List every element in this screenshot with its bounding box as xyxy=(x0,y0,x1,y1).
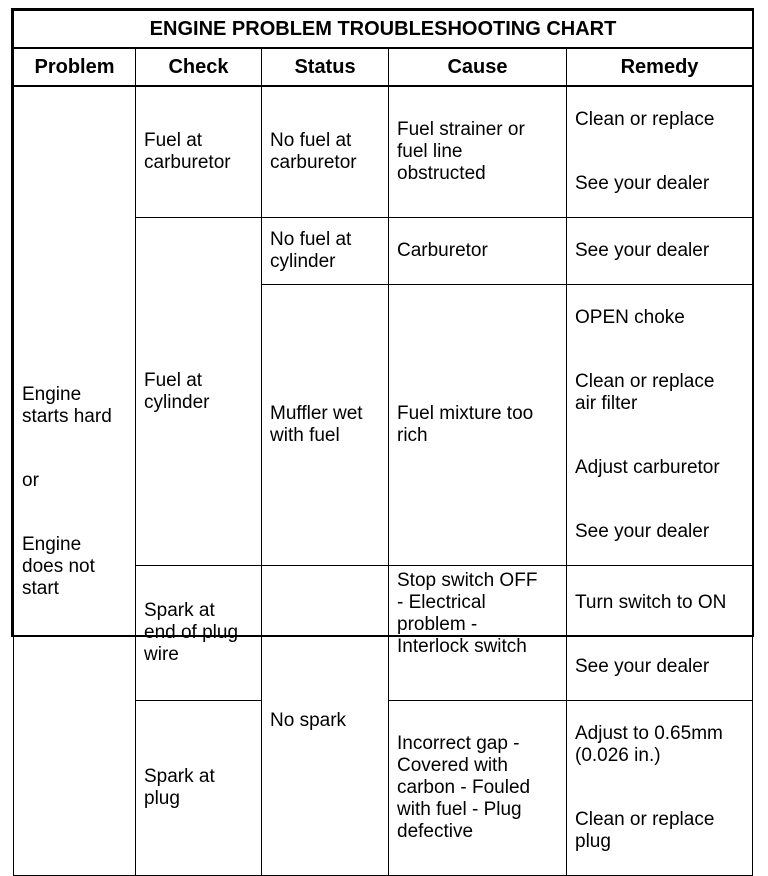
chart-title: ENGINE PROBLEM TROUBLESHOOTING CHART xyxy=(14,11,753,49)
problem-or: or xyxy=(22,470,39,491)
cause-fuel-strainer: Fuel strainer or fuel line obstructed xyxy=(389,86,567,218)
cause-fuel-mixture-rich: Fuel mixture too rich xyxy=(389,285,567,566)
header-check: Check xyxy=(136,48,262,86)
check-spark-at-plug: Spark at plug xyxy=(136,701,262,876)
remedy-item: Clean or replace xyxy=(575,109,715,130)
remedy-cell-3 xyxy=(567,285,753,566)
remedy-item: Clean or replace air filter xyxy=(575,371,715,414)
remedy-item: Turn switch to ON xyxy=(575,592,727,613)
status-no-spark: No spark xyxy=(262,566,389,876)
remedy-item: See your dealer xyxy=(575,656,710,677)
header-remedy: Remedy xyxy=(567,48,753,86)
cause-incorrect-gap: Incorrect gap - Covered with carbon - Fouled with fuel - Plug defective xyxy=(389,701,567,876)
header-status: Status xyxy=(262,48,389,86)
remedy-item: See your dealer xyxy=(575,521,710,542)
remedy-item: See your dealer xyxy=(575,173,710,194)
remedy-cell-1 xyxy=(567,86,753,218)
troubleshooting-chart xyxy=(11,8,754,852)
status-muffler-wet: Muffler wet with fuel xyxy=(262,285,389,566)
header-cause: Cause xyxy=(389,48,567,86)
status-no-fuel-at-cylinder: No fuel at cylinder xyxy=(262,218,389,285)
cause-stop-switch: Stop switch OFF - Electrical problem - Interlock switch xyxy=(389,566,567,701)
remedy-cell-5 xyxy=(567,701,753,876)
problem-starts-hard: Engine starts hard xyxy=(22,384,112,427)
remedy-item: Adjust to 0.65mm (0.026 in.) xyxy=(575,723,723,766)
check-fuel-at-cylinder: Fuel at cylinder xyxy=(136,218,262,566)
remedy-cell-2 xyxy=(567,218,753,285)
remedy-item: Clean or replace plug xyxy=(575,809,715,852)
cause-carburetor: Carburetor xyxy=(389,218,567,285)
remedy-item: See your dealer xyxy=(575,240,710,261)
header-problem: Problem xyxy=(14,48,136,86)
problem-cell xyxy=(14,86,136,876)
check-fuel-at-carburetor: Fuel at carburetor xyxy=(136,86,262,218)
status-no-fuel-at-carburetor: No fuel at carburetor xyxy=(262,86,389,218)
remedy-cell-4 xyxy=(567,566,753,701)
problem-does-not-start: Engine does not start xyxy=(22,534,95,599)
remedy-item: Adjust carburetor xyxy=(575,457,720,478)
remedy-item: OPEN choke xyxy=(575,307,685,328)
check-spark-at-plug-wire: Spark at end of plug wire xyxy=(136,566,262,701)
troubleshooting-table xyxy=(13,10,753,876)
